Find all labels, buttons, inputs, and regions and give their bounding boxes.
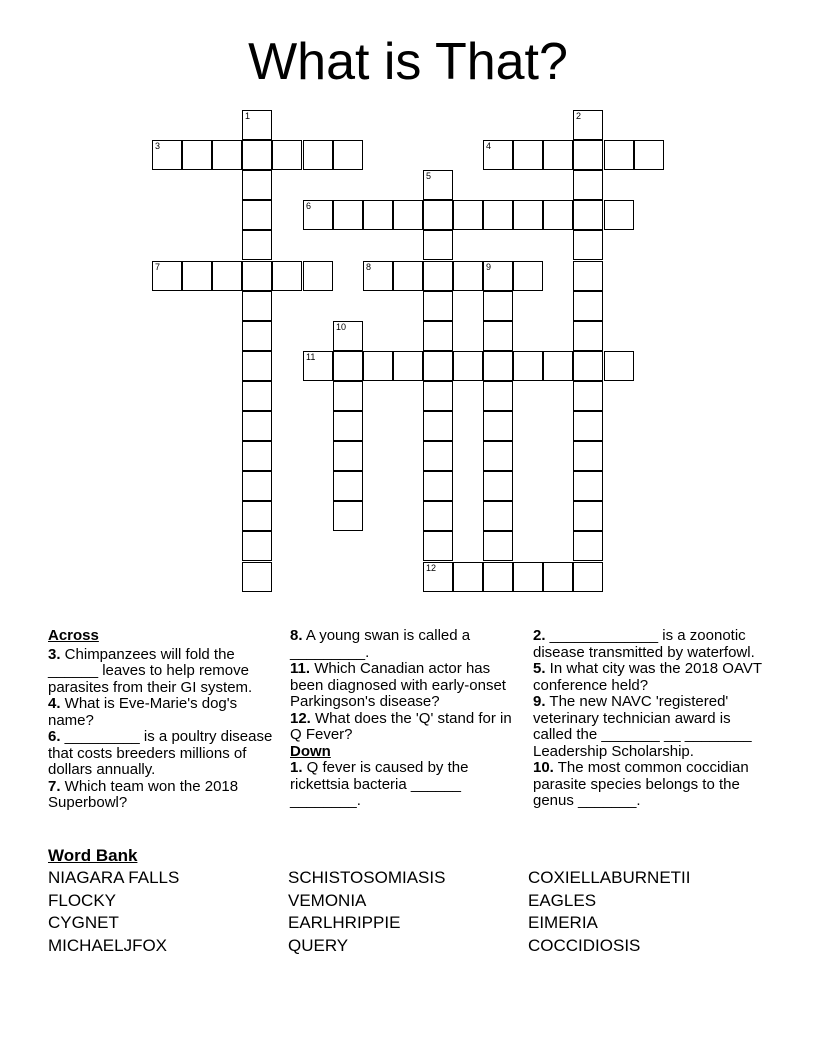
clue-text: The new NAVC 'registered' veterinary technician award is called the _______ __ ________ Leadership Scholarship. [533, 693, 752, 760]
crossword-cell[interactable] [212, 140, 242, 170]
crossword-cell[interactable] [393, 200, 423, 230]
clue-text: Chimpanzees will fold the ______ leaves to help remove parasites from their GI system. [48, 645, 253, 696]
crossword-cell[interactable] [604, 200, 634, 230]
crossword-cell[interactable] [242, 170, 272, 200]
clue-number: 3. [48, 645, 61, 663]
crossword-cell[interactable] [242, 140, 272, 170]
crossword-cell[interactable] [573, 411, 603, 441]
crossword-cell[interactable] [423, 351, 453, 381]
clue-number: 12. [290, 709, 311, 727]
clue-number: 4. [48, 695, 61, 712]
clue-text: Q fever is caused by the rickettsia bacteria ______ ________. [290, 759, 469, 809]
crossword-cell[interactable] [573, 140, 603, 170]
crossword-cell[interactable] [513, 200, 543, 230]
word-bank-item: EAGLES [528, 891, 597, 910]
crossword-cell[interactable] [393, 261, 423, 291]
crossword-cell[interactable] [333, 381, 363, 411]
crossword-cell[interactable] [513, 140, 543, 170]
crossword-cell[interactable] [272, 140, 302, 170]
clue-number-label: 4 [486, 141, 492, 151]
crossword-cell[interactable] [363, 200, 393, 230]
crossword-cell[interactable] [573, 562, 603, 592]
clue-down-5 [533, 661, 765, 694]
across-heading: Across [48, 627, 99, 644]
clue-number: 6. [48, 728, 61, 745]
crossword-cell[interactable] [573, 441, 603, 471]
clue-across-8 [290, 628, 526, 661]
crossword-cell[interactable] [573, 261, 603, 291]
crossword-cell[interactable] [303, 200, 333, 230]
word-bank-item: SCHISTOSOMIASIS [288, 868, 446, 887]
clue-number: 5. [533, 660, 546, 677]
crossword-cell[interactable] [242, 321, 272, 351]
clue-number-label: 9 [486, 262, 492, 272]
crossword-cell[interactable] [152, 140, 182, 170]
crossword-cell[interactable] [573, 351, 603, 381]
crossword-cell[interactable] [483, 381, 513, 411]
clue-text: A young swan is called a _________. [290, 627, 471, 661]
clue-across-7 [48, 779, 273, 812]
crossword-cell[interactable] [483, 321, 513, 351]
crossword-cell[interactable] [423, 471, 453, 501]
clue-down-10 [533, 760, 765, 810]
word-bank-item: NIAGARA FALLS [48, 868, 180, 887]
crossword-cell[interactable] [423, 321, 453, 351]
crossword-cell[interactable] [423, 441, 453, 471]
crossword-cell[interactable] [333, 441, 363, 471]
crossword-cell[interactable] [483, 562, 513, 592]
crossword-cell[interactable] [303, 351, 333, 381]
crossword-cell[interactable] [242, 200, 272, 230]
word-bank-title: Word Bank [48, 846, 138, 865]
crossword-cell[interactable] [573, 501, 603, 531]
clue-text: Which team won the 2018 Superbowl? [48, 777, 239, 811]
crossword-cell[interactable] [483, 501, 513, 531]
crossword-cell[interactable] [242, 471, 272, 501]
clue-across-12 [290, 711, 526, 744]
word-bank-item: COXIELLABURNETII [528, 868, 691, 887]
crossword-cell[interactable] [423, 200, 453, 230]
clue-text: What does the 'Q' stand for in Q Fever? [290, 709, 512, 743]
crossword-cell[interactable] [423, 261, 453, 291]
crossword-cell[interactable] [303, 261, 333, 291]
clue-number-label: 11 [306, 352, 316, 362]
crossword-cell[interactable] [483, 261, 513, 291]
crossword-cell[interactable] [272, 261, 302, 291]
crossword-cell[interactable] [212, 261, 242, 291]
crossword-cell[interactable] [423, 411, 453, 441]
word-bank-item: FLOCKY [48, 891, 117, 910]
crossword-cell[interactable] [483, 531, 513, 561]
clue-number-label: 3 [155, 141, 161, 151]
crossword-cell[interactable] [604, 140, 634, 170]
down-heading: Down [290, 742, 331, 760]
clue-number-label: 6 [306, 201, 312, 211]
clue-text: What is Eve-Marie's dog's name? [48, 695, 238, 729]
clue-across-11 [290, 661, 526, 711]
crossword-cell[interactable] [333, 140, 363, 170]
clue-number: 11. [290, 660, 311, 677]
clue-number-label: 5 [426, 171, 432, 181]
clue-across-4 [48, 696, 273, 729]
crossword-cell[interactable] [333, 411, 363, 441]
crossword-cell[interactable] [634, 140, 664, 170]
word-bank-item: VEMONIA [288, 891, 367, 910]
crossword-cell[interactable] [242, 531, 272, 561]
crossword-cell[interactable] [363, 351, 393, 381]
crossword-cell[interactable] [393, 351, 423, 381]
clue-number: 8. [290, 627, 303, 644]
crossword-cell[interactable] [513, 351, 543, 381]
crossword-cell[interactable] [483, 351, 513, 381]
crossword-cell[interactable] [423, 531, 453, 561]
crossword-cell[interactable] [333, 351, 363, 381]
crossword-cell[interactable] [182, 261, 212, 291]
clue-number-label: 7 [155, 262, 161, 272]
crossword-cell[interactable] [483, 140, 513, 170]
crossword-cell[interactable] [483, 200, 513, 230]
crossword-cell[interactable] [242, 562, 272, 592]
clue-across-3 [48, 647, 273, 697]
crossword-cell[interactable] [423, 381, 453, 411]
crossword-cell[interactable] [333, 200, 363, 230]
clue-down-1 [290, 760, 526, 810]
clue-number-label: 1 [245, 111, 251, 121]
crossword-cell[interactable] [242, 230, 272, 260]
crossword-cell[interactable] [573, 200, 603, 230]
clues-column-3 [533, 628, 765, 810]
clue-number: 9. [533, 693, 546, 710]
crossword-cell[interactable] [152, 261, 182, 291]
crossword-cell[interactable] [242, 501, 272, 531]
crossword-cell[interactable] [573, 471, 603, 501]
crossword-cell[interactable] [363, 261, 393, 291]
clue-across-6 [48, 729, 273, 779]
crossword-cell[interactable] [423, 501, 453, 531]
clue-down-2 [533, 628, 765, 661]
crossword-cell[interactable] [453, 261, 483, 291]
clue-number-label: 2 [576, 111, 582, 121]
clues-column-2 [290, 628, 526, 810]
crossword-cell[interactable] [423, 170, 453, 200]
crossword-cell[interactable] [573, 531, 603, 561]
word-bank-item: COCCIDIOSIS [528, 936, 641, 955]
crossword-cell[interactable] [573, 110, 603, 140]
clue-number: 7. [48, 777, 61, 795]
clue-number-label: 8 [366, 262, 372, 272]
crossword-cell[interactable] [242, 411, 272, 441]
clue-text: The most common coccidian parasite species belongs to the genus _______. [533, 759, 749, 809]
crossword-cell[interactable] [543, 140, 573, 170]
crossword-cell[interactable] [333, 501, 363, 531]
crossword-cell[interactable] [573, 230, 603, 260]
crossword-cell[interactable] [483, 291, 513, 321]
crossword-cell[interactable] [453, 562, 483, 592]
crossword-cell[interactable] [333, 321, 363, 351]
clue-text: _________ is a poultry disease that costs breeders millions of dollars annually. [48, 728, 273, 778]
crossword-cell[interactable] [483, 471, 513, 501]
clue-number: 10. [533, 759, 554, 776]
clue-down-9 [533, 694, 765, 760]
crossword-cell[interactable] [513, 562, 543, 592]
crossword-cell[interactable] [573, 291, 603, 321]
crossword-cell[interactable] [453, 351, 483, 381]
crossword-cell[interactable] [543, 562, 573, 592]
page-title: What is That? [248, 33, 568, 91]
word-bank-item: MICHAELJFOX [48, 936, 168, 955]
crossword-cell[interactable] [604, 351, 634, 381]
crossword-cell[interactable] [453, 200, 483, 230]
word-bank-item: EARLHRIPPIE [288, 913, 401, 932]
crossword-cell[interactable] [423, 291, 453, 321]
crossword-cell[interactable] [573, 170, 603, 200]
crossword-cell[interactable] [483, 411, 513, 441]
crossword-cell[interactable] [333, 471, 363, 501]
clue-number: 1. [290, 759, 303, 776]
crossword-cell[interactable] [423, 230, 453, 260]
crossword-cell[interactable] [242, 261, 272, 291]
crossword-cell[interactable] [543, 200, 573, 230]
crossword-cell[interactable] [573, 321, 603, 351]
crossword-cell[interactable] [483, 441, 513, 471]
word-bank-item: CYGNET [48, 913, 119, 932]
crossword-cell[interactable] [543, 351, 573, 381]
crossword-cell[interactable] [303, 140, 333, 170]
clue-number-label: 10 [336, 322, 347, 332]
clues-column-1 [48, 628, 273, 812]
crossword-cell[interactable] [513, 261, 543, 291]
crossword-cell[interactable] [242, 381, 272, 411]
word-bank-item: EIMERIA [528, 913, 598, 932]
clue-text: _____________ is a zoonotic disease transmitted by waterfowl. [533, 627, 755, 661]
clue-number: 2. [533, 627, 546, 644]
crossword-cell[interactable] [182, 140, 212, 170]
crossword-cell[interactable] [242, 110, 272, 140]
crossword-cell[interactable] [423, 562, 453, 592]
crossword-cell[interactable] [242, 291, 272, 321]
clue-number-label: 12 [426, 563, 437, 573]
crossword-cell[interactable] [573, 381, 603, 411]
crossword-cell[interactable] [242, 351, 272, 381]
clue-text: Which Canadian actor has been diagnosed with early-onset Parkingson's disease? [290, 660, 506, 710]
word-bank-item: QUERY [288, 936, 349, 955]
clue-text: In what city was the 2018 OAVT conference held? [533, 660, 762, 694]
crossword-cell[interactable] [242, 441, 272, 471]
